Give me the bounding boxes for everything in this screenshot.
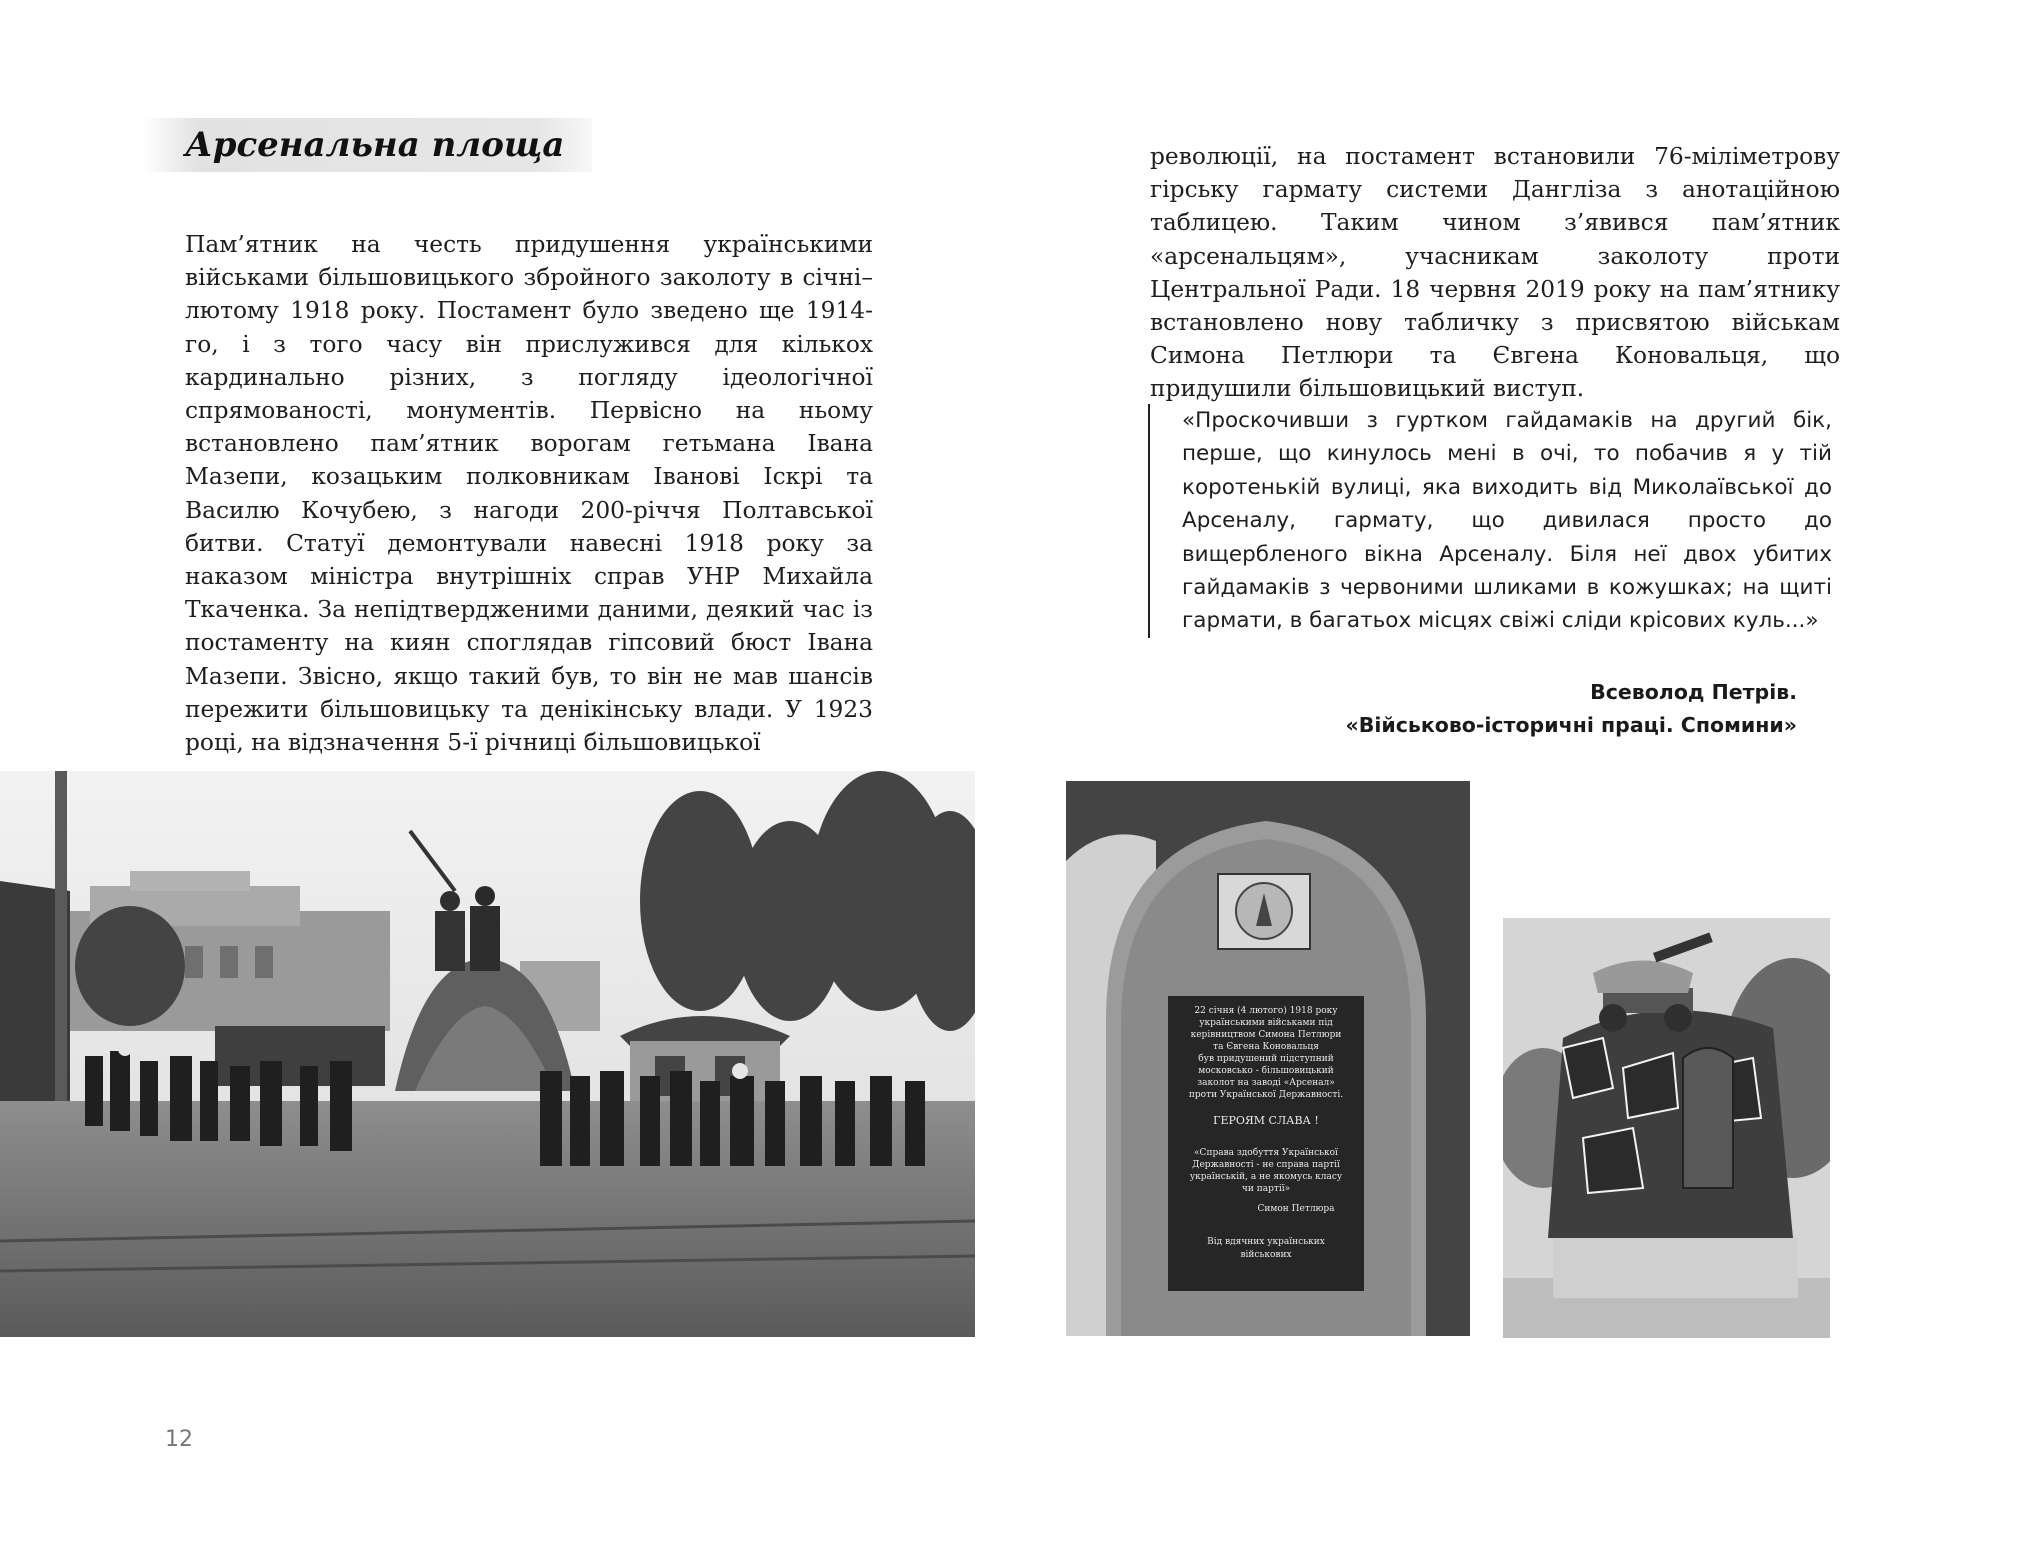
page-number: 12 — [165, 1427, 193, 1452]
gun-monument-photo — [1503, 918, 1830, 1338]
plaque-line-4: та Євгена Коновальця — [1213, 1042, 1319, 1052]
plaque-line-5: був придушений підступний — [1198, 1054, 1334, 1064]
quote-text: «Проскочивши з гуртком гайдамаків на другий бік, перше, що кинулось мені в очі, то побачив я у тій коротенькій вулиці, яка виходить від Миколаївської до Арсеналу, гармату, що дивилася просто до вищербленого вікна Арсеналу. Біля неї двох убитих гайдамаків з червоними шликами в кожушках; на щиті гармати, в багатьох місцях свіжі сліди крісових куль...» — [1182, 408, 1832, 634]
plaque-line-1: 22 січня (4 лютого) 1918 року — [1194, 1006, 1338, 1016]
plaque-line-16: військових — [1240, 1250, 1292, 1260]
plaque-line-9: ГЕРОЯМ СЛАВА ! — [1213, 1114, 1319, 1127]
plaque-line-14: Симон Петлюра — [1257, 1204, 1335, 1214]
right-column-text: революції, на постамент встановили 76-міліметрову гірську гармату системи Дангліза з анотаційною таблицею. Таким чином з’явився пам’ятник «арсенальцям», учасникам заколоту проти Центральної Ради. 18 червня 2019 року на пам’ятнику встановлено нову табличку з присвятою військам Симона Петлюри та Євгена Коновальця, що придушили більшовицький виступ. — [1150, 143, 1840, 403]
quote-source: «Військово-історичні праці. Спомини» — [1345, 713, 1797, 737]
plaque-line-15: Від вдячних українських — [1207, 1237, 1325, 1247]
plaque-line-6: московсько - більшовицький — [1198, 1066, 1334, 1076]
plaque-line-10: «Справа здобуття Української — [1194, 1148, 1338, 1158]
memorial-plaque-photo — [1066, 781, 1470, 1336]
left-column-text: Пам’ятник на честь придушення українськими військами більшовицького збройного заколоту в січні–лютому 1918 року. Постамент було зведено ще 1914-го, і з того часу він прислужився для кількох кардинально різних, з погляду ідеологічної спрямованості, монументів. Первісно на ньому встановлено пам’ятник ворогам гетьмана Івана Мазепи, козацьким полковникам Іванові Іскрі та Василю Кочубею, з нагоди 200-річчя Полтавської битви. Статуї демонтували навесні 1918 року за наказом міністра внутрішніх справ УНР Михайла Ткаченка. За непідтвердженими даними, деякий час із постаменту на киян споглядав гіпсовий бюст Івана Мазепи. Звісно, якщо такий був, то він не мав шансів пережити більшовицьку та денікінську влади. У 1923 році, на відзначення 5-ї річниці більшовицької — [185, 231, 873, 757]
historical-monument-photo — [0, 771, 975, 1337]
page-title: Арсенальна площа — [143, 118, 592, 172]
plaque-line-7: заколот на заводі «Арсенал» — [1197, 1078, 1335, 1088]
plaque-line-13: чи партії» — [1241, 1184, 1291, 1194]
plaque-line-8: проти Української Державності. — [1188, 1090, 1344, 1100]
plaque-line-3: керівництвом Симона Петлюри — [1190, 1030, 1342, 1040]
plaque-line-12: українській, а не якомусь класу — [1189, 1172, 1343, 1182]
plaque-line-2: українськими військами під — [1199, 1018, 1333, 1028]
quote-author: Всеволод Петрів. — [1590, 680, 1797, 704]
plaque-line-11: Державності - не справа партії — [1192, 1160, 1340, 1170]
quote-block — [1148, 404, 1832, 638]
